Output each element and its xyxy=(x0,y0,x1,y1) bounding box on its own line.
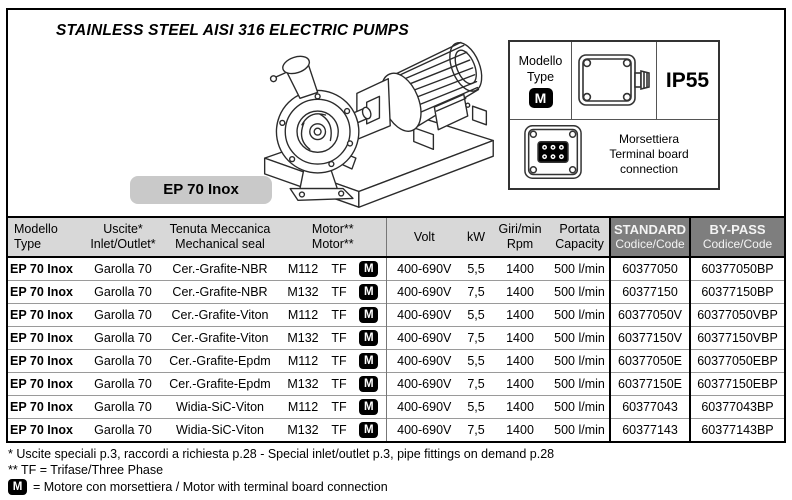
cell-motor: M132 xyxy=(280,419,326,442)
motor-type-badge: M xyxy=(529,88,553,108)
cell-rpm: 1400 xyxy=(490,419,550,442)
cell-rpm: 1400 xyxy=(490,350,550,373)
model-pill: EP 70 Inox xyxy=(130,176,272,204)
page-title: STAINLESS STEEL AISI 316 ELECTRIC PUMPS xyxy=(56,22,409,39)
footnote-tf: ** TF = Trifase/Three Phase xyxy=(8,463,164,477)
cell-phase: TF xyxy=(326,350,352,373)
header-bypass-code: BY-PASS Codice/Code xyxy=(690,217,784,257)
cell-bypass-code: 60377050BP xyxy=(690,257,784,281)
cell-model: EP 70 Inox xyxy=(8,396,86,419)
cell-volt: 400-690V xyxy=(386,281,462,304)
pump-spec-table xyxy=(8,216,784,441)
cell-outlet: Garolla 70 xyxy=(86,257,160,281)
cell-capacity: 500 l/min xyxy=(550,304,610,327)
cell-bypass-code: 60377150VBP xyxy=(690,327,784,350)
model-type-cell xyxy=(510,42,572,119)
cell-motor: M132 xyxy=(280,327,326,350)
cell-bypass-code: 60377043BP xyxy=(690,396,784,419)
motor-badge: M xyxy=(359,307,378,323)
cell-model: EP 70 Inox xyxy=(8,257,86,281)
motor-badge: M xyxy=(359,261,378,277)
cell-kw: 7,5 xyxy=(462,419,490,442)
cell-capacity: 500 l/min xyxy=(550,281,610,304)
cell-volt: 400-690V xyxy=(386,419,462,442)
cell-kw: 5,5 xyxy=(462,257,490,281)
model-label-it: Modello xyxy=(518,53,563,68)
cell-capacity: 500 l/min xyxy=(550,419,610,442)
header-model: Modello Type xyxy=(8,217,86,257)
cell-standard-code: 60377050 xyxy=(610,257,690,281)
model-label-en: Type xyxy=(526,69,555,84)
cell-standard-code: 60377150 xyxy=(610,281,690,304)
motor-badge: M xyxy=(359,353,378,369)
motor-badge: M xyxy=(359,422,378,438)
cell-bypass-code: 60377050EBP xyxy=(690,350,784,373)
cell-rpm: 1400 xyxy=(490,396,550,419)
cell-kw: 7,5 xyxy=(462,281,490,304)
cell-volt: 400-690V xyxy=(386,396,462,419)
cell-phase: TF xyxy=(326,327,352,350)
cell-phase: TF xyxy=(326,304,352,327)
header-outlet: Uscite* Inlet/Outlet* xyxy=(86,217,160,257)
cell-rpm: 1400 xyxy=(490,304,550,327)
cell-kw: 5,5 xyxy=(462,304,490,327)
terminal-box-gland-icon xyxy=(575,51,653,111)
terminal-caption-it: Morsettiera xyxy=(618,131,680,146)
cell-standard-code: 60377143 xyxy=(610,419,690,442)
terminal-caption-en1: Terminal board xyxy=(609,146,689,161)
cell-standard-code: 60377050E xyxy=(610,350,690,373)
cell-volt: 400-690V xyxy=(386,350,462,373)
cell-model: EP 70 Inox xyxy=(8,327,86,350)
cell-seal: Cer.-Grafite-Viton xyxy=(160,327,280,350)
cell-phase: TF xyxy=(326,396,352,419)
terminal-caption xyxy=(584,132,718,177)
cell-volt: 400-690V xyxy=(386,257,462,281)
cell-volt: 400-690V xyxy=(386,327,462,350)
cell-seal: Cer.-Grafite-Epdm xyxy=(160,373,280,396)
cell-phase: TF xyxy=(326,373,352,396)
cell-motor: M112 xyxy=(280,350,326,373)
cell-outlet: Garolla 70 xyxy=(86,327,160,350)
cell-motor-badge xyxy=(352,396,386,419)
motor-badge: M xyxy=(359,376,378,392)
cell-bypass-code: 60377150EBP xyxy=(690,373,784,396)
page-frame xyxy=(6,8,786,443)
table-row xyxy=(8,327,784,350)
table-header-row xyxy=(8,217,784,257)
header-volt: Volt xyxy=(386,217,462,257)
cell-seal: Cer.-Grafite-Viton xyxy=(160,304,280,327)
footnote-motor-text: = Motore con morsettiera / Motor with terminal board connection xyxy=(33,480,388,494)
cell-phase: TF xyxy=(326,257,352,281)
cell-standard-code: 60377150V xyxy=(610,327,690,350)
cell-seal: Cer.-Grafite-Epdm xyxy=(160,350,280,373)
cell-seal: Widia-SiC-Viton xyxy=(160,419,280,442)
terminal-board-icon xyxy=(522,123,584,181)
cell-rpm: 1400 xyxy=(490,281,550,304)
table-row xyxy=(8,396,784,419)
header-standard-code: STANDARD Codice/Code xyxy=(610,217,690,257)
cell-model: EP 70 Inox xyxy=(8,350,86,373)
header-rpm: Giri/min Rpm xyxy=(490,217,550,257)
cell-motor: M132 xyxy=(280,373,326,396)
cell-seal: Widia-SiC-Viton xyxy=(160,396,280,419)
cell-rpm: 1400 xyxy=(490,257,550,281)
cell-motor: M112 xyxy=(280,396,326,419)
footnote-motor-badge-line xyxy=(8,479,554,495)
cell-kw: 7,5 xyxy=(462,327,490,350)
pump-illustration xyxy=(240,12,512,218)
cell-outlet: Garolla 70 xyxy=(86,373,160,396)
cell-rpm: 1400 xyxy=(490,327,550,350)
cell-bypass-code: 60377150BP xyxy=(690,281,784,304)
cell-motor: M132 xyxy=(280,281,326,304)
motor-badge: M xyxy=(359,284,378,300)
header-capacity: Portata Capacity xyxy=(550,217,610,257)
cell-model: EP 70 Inox xyxy=(8,281,86,304)
cell-standard-code: 60377150E xyxy=(610,373,690,396)
cell-capacity: 500 l/min xyxy=(550,257,610,281)
cell-motor-badge xyxy=(352,350,386,373)
cell-capacity: 500 l/min xyxy=(550,327,610,350)
cell-motor-badge xyxy=(352,373,386,396)
footnote-special-outlets: * Uscite speciali p.3, raccordi a richiesta p.28 - Special inlet/outlet p.3, pipe fittings on demand p.28 xyxy=(8,447,555,461)
cell-volt: 400-690V xyxy=(386,373,462,396)
terminal-caption-en2: connection xyxy=(619,161,679,176)
header-kw: kW xyxy=(462,217,490,257)
motor-badge: M xyxy=(359,330,378,346)
cell-capacity: 500 l/min xyxy=(550,373,610,396)
cell-standard-code: 60377050V xyxy=(610,304,690,327)
cell-bypass-code: 60377050VBP xyxy=(690,304,784,327)
gland-box-cell xyxy=(572,42,656,119)
header-motor: Motor** Motor** xyxy=(280,217,386,257)
cell-outlet: Garolla 70 xyxy=(86,419,160,442)
table-row xyxy=(8,350,784,373)
cell-motor: M112 xyxy=(280,257,326,281)
cell-standard-code: 60377043 xyxy=(610,396,690,419)
header-seal: Tenuta Meccanica Mechanical seal xyxy=(160,217,280,257)
ip-rating: IP55 xyxy=(656,42,718,119)
cell-kw: 5,5 xyxy=(462,396,490,419)
cell-motor: M112 xyxy=(280,304,326,327)
cell-seal: Cer.-Grafite-NBR xyxy=(160,281,280,304)
cell-kw: 5,5 xyxy=(462,350,490,373)
cell-bypass-code: 60377143BP xyxy=(690,419,784,442)
cell-seal: Cer.-Grafite-NBR xyxy=(160,257,280,281)
cell-capacity: 500 l/min xyxy=(550,396,610,419)
cell-model: EP 70 Inox xyxy=(8,419,86,442)
spec-infobox xyxy=(508,40,720,190)
cell-volt: 400-690V xyxy=(386,304,462,327)
cell-phase: TF xyxy=(326,281,352,304)
cell-outlet: Garolla 70 xyxy=(86,281,160,304)
cell-motor-badge xyxy=(352,257,386,281)
cell-outlet: Garolla 70 xyxy=(86,350,160,373)
cell-rpm: 1400 xyxy=(490,373,550,396)
cell-kw: 7,5 xyxy=(462,373,490,396)
cell-phase: TF xyxy=(326,419,352,442)
cell-motor-badge xyxy=(352,327,386,350)
motor-badge: M xyxy=(359,399,378,415)
cell-motor-badge xyxy=(352,419,386,442)
table-row xyxy=(8,281,784,304)
footnote-motor-badge: M xyxy=(8,479,27,495)
table-row xyxy=(8,373,784,396)
cell-outlet: Garolla 70 xyxy=(86,396,160,419)
cell-outlet: Garolla 70 xyxy=(86,304,160,327)
cell-model: EP 70 Inox xyxy=(8,304,86,327)
cell-motor-badge xyxy=(352,281,386,304)
cell-motor-badge xyxy=(352,304,386,327)
table-row xyxy=(8,304,784,327)
cell-capacity: 500 l/min xyxy=(550,350,610,373)
footnotes xyxy=(8,446,554,495)
cell-model: EP 70 Inox xyxy=(8,373,86,396)
table-row xyxy=(8,257,784,281)
table-row xyxy=(8,419,784,442)
